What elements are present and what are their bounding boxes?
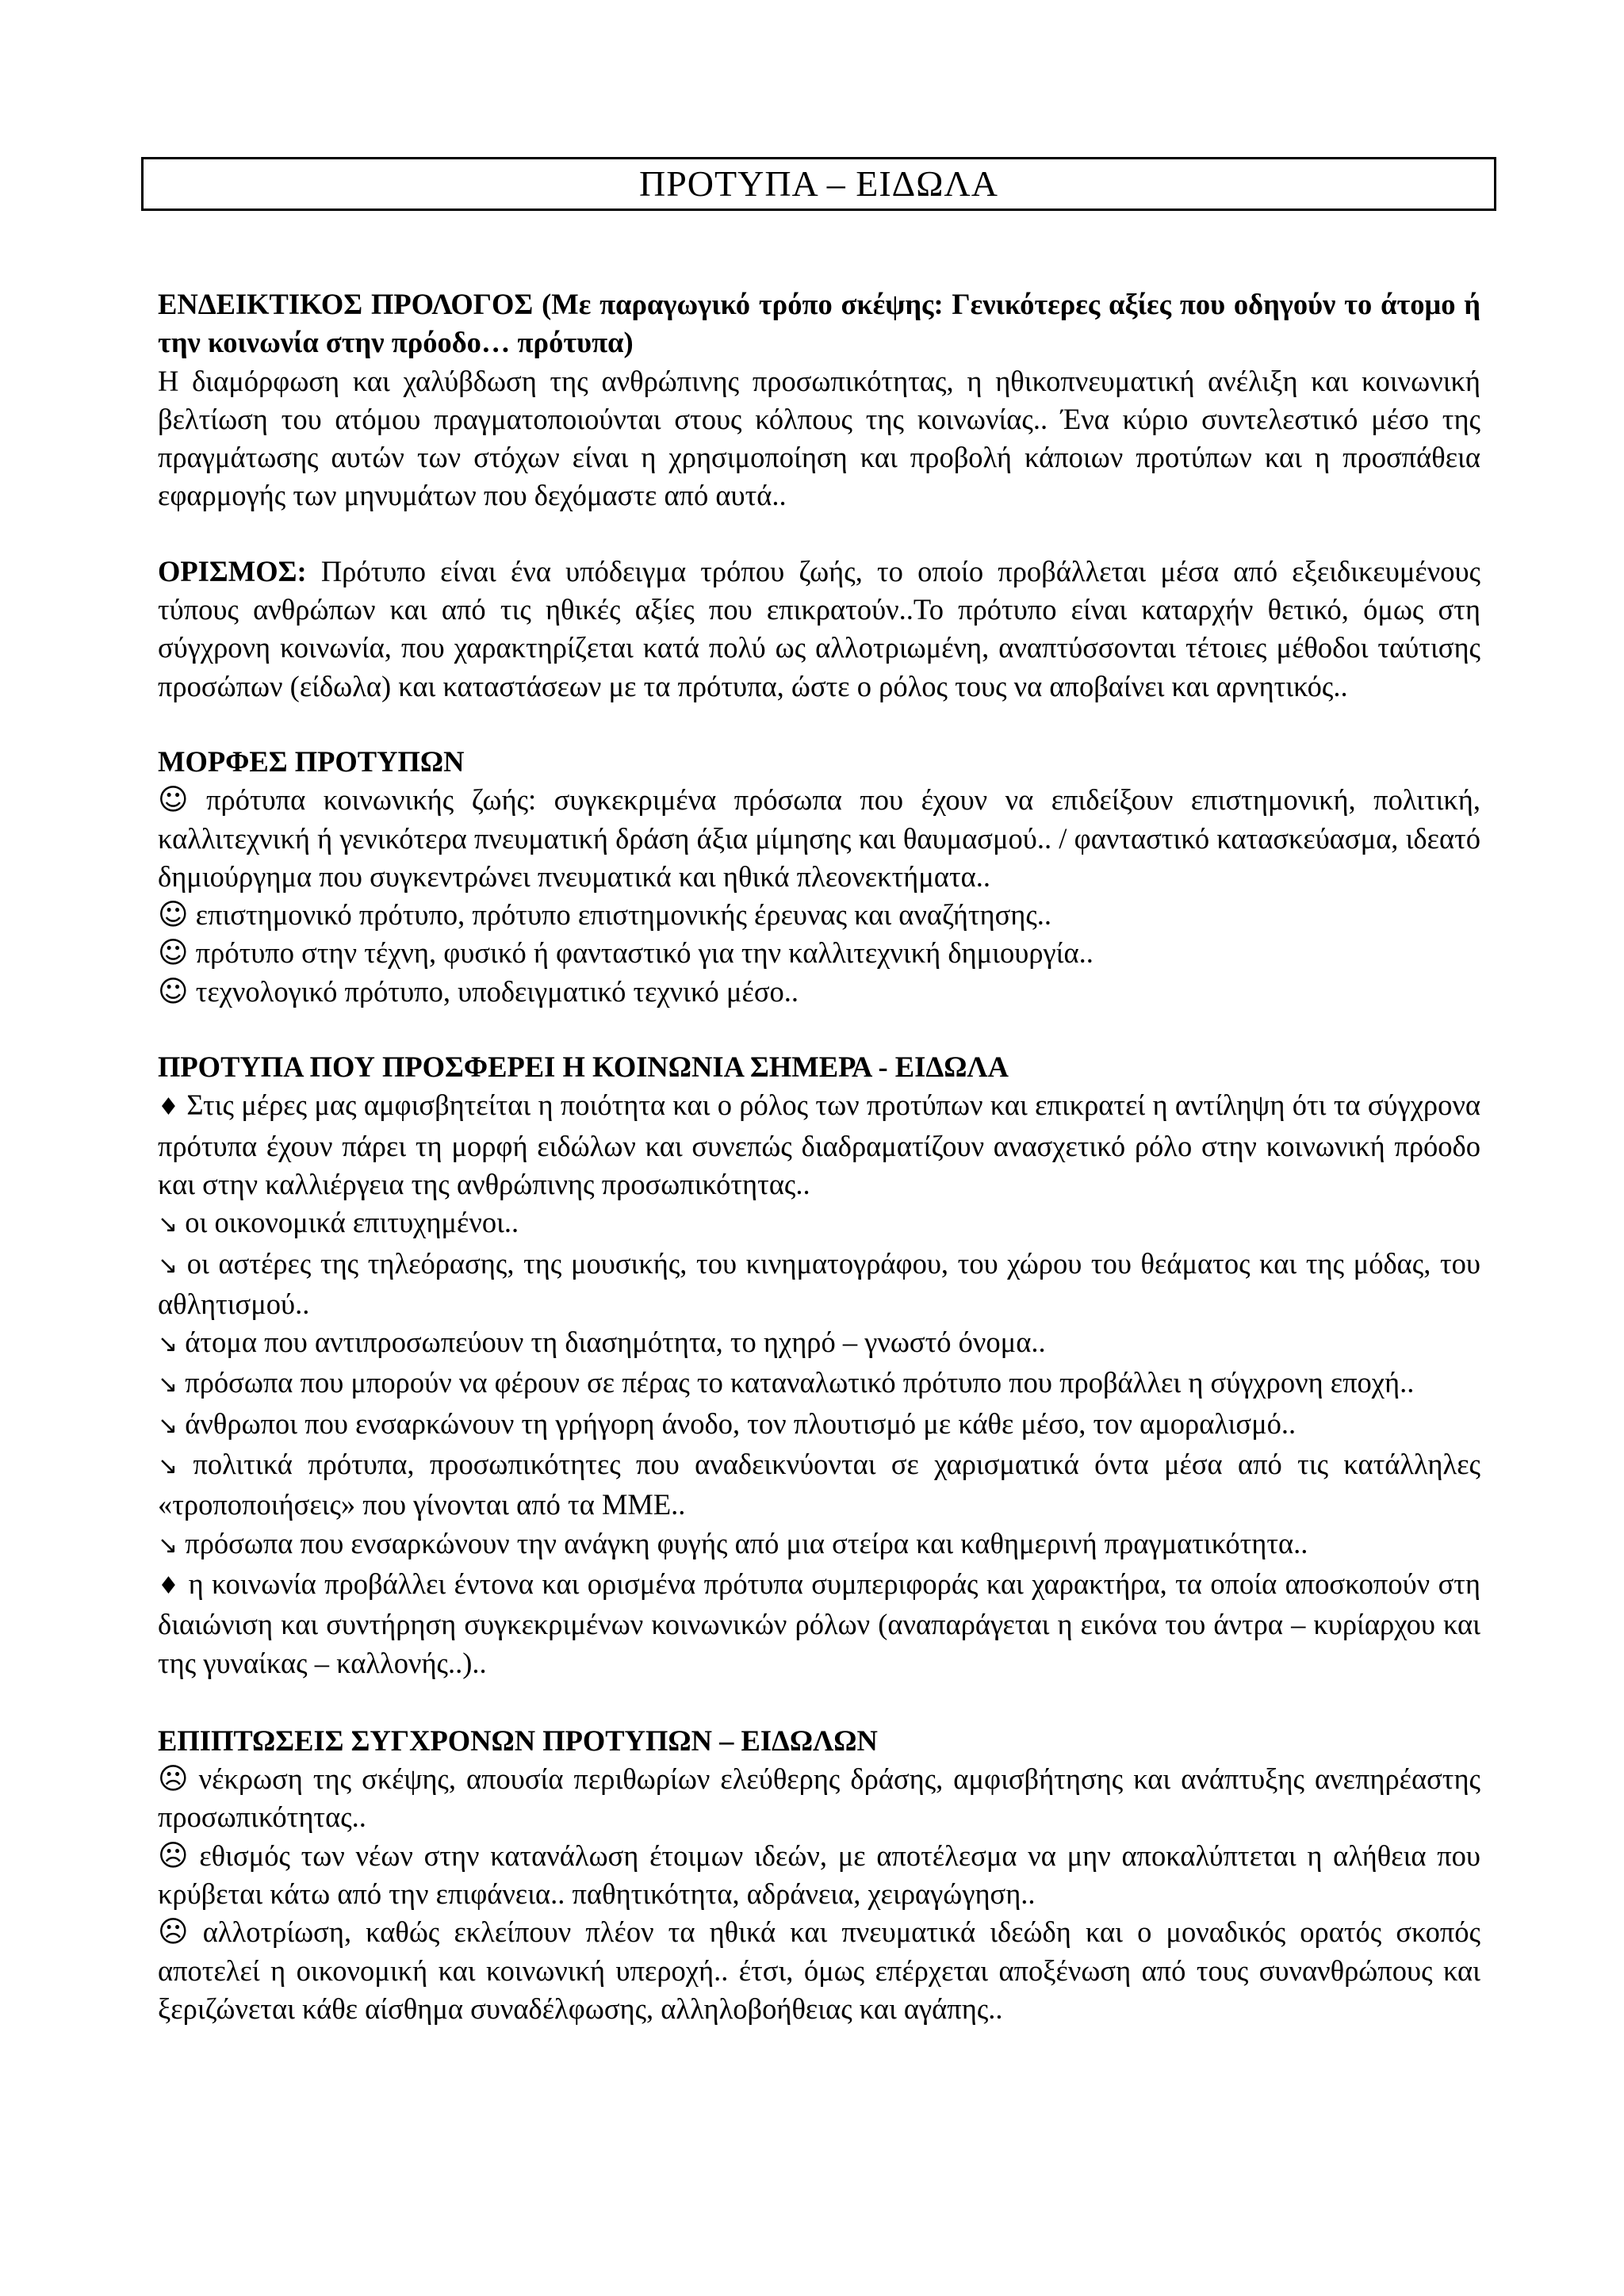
forms-item-text: επιστημονικό πρότυπο, πρότυπο επιστημονικής έρευνας και αναζήτησης.. [195, 898, 1052, 932]
society-item [158, 1245, 1480, 1324]
arrow-bullet-icon: ↘ [158, 1330, 178, 1359]
forms-heading: ΜΟΡΦΕΣ ΠΡΟΤΥΠΩΝ [158, 744, 465, 778]
society-closing [158, 1565, 1480, 1682]
society-lead-text: Στις μέρες μας αμφισβητείται η ποιότητα και ο ρόλος των προτύπων και επικρατεί η αντίληψη ότι τα σύγχρονα πρότυπα έχουν πάρει τη μορφή ειδώλων και συνεπώς διαδραματίζουν ανασχετικό ρόλο στην κοινωνική πρόοδο και στην καλλιέργεια της ανθρώπινης προσωπικότητας.. [158, 1089, 1480, 1200]
effects-item-text: αλλοτρίωση, καθώς εκλείπουν πλέον τα ηθικά και πνευματικά ιδεώδη και ο μοναδικός ορατός σκοπός αποτελεί η οικονομική και κοινωνική υπεροχή.. έτσι, όμως επέρχεται αποξένωση από τους συνανθρώπους και ξεριζώνεται κάθε αίσθημα συναδέλφωσης, αλληλοβοήθειας και αγάπης.. [158, 1915, 1481, 2025]
society-item [158, 1323, 1480, 1364]
frown-icon: ☹ [158, 1762, 189, 1797]
document-body [158, 285, 1480, 2028]
forms-item [158, 973, 1480, 1011]
smiley-icon: ☺ [158, 936, 189, 970]
smiley-icon: ☺ [158, 897, 189, 932]
definition-text: Πρότυπο είναι ένα υπόδειγμα τρόπου ζωής, το οποίο προβάλλεται μέσα από εξειδικευμένους τύπους ανθρώπων και από τις ηθικές αξίες που επικρατούν..Το πρότυπο είναι καταρχήν θετικό, όμως στη σύγχρονη κοινωνία, που χαρακτηρίζεται κατά πολύ ως αλλοτριωμένη, αναπτύσσονται τέτοιες μέθοδοι ταύτισης προσώπων (είδωλα) και καταστάσεων με τα πρότυπα, ώστε ο ρόλος τους να αποβαίνει και αρνητικός.. [158, 554, 1480, 702]
arrow-bullet-icon: ↘ [158, 1251, 178, 1280]
forms-item [158, 781, 1480, 896]
diamond-bullet-icon: ♦ [158, 1571, 181, 1600]
intro-paragraph: Η διαμόρφωση και χαλύβδωση της ανθρώπινης προσωπικότητας, η ηθικοπνευματική ανέλιξη και κοινωνική βελτίωση του ατόμου πραγματοποιούνται στους κόλπους της κοινωνίας.. Ένα κύριο συντελεστικό μέσο της πραγμάτωσης αυτών των στόχων είναι η χρησιμοποίηση και προβολή κάποιων προτύπων και η προσπάθεια εφαρμογής των μηνυμάτων που δεχόμαστε από αυτά.. [158, 364, 1480, 512]
intro-heading [158, 285, 1480, 362]
forms-item-text: πρότυπο στην τέχνη, φυσικό ή φανταστικό για την καλλιτεχνική δημιουργία.. [195, 936, 1094, 970]
effects-item [158, 1760, 1480, 1837]
effects-heading: ΕΠΙΠΤΩΣΕΙΣ ΣΥΓΧΡΟΝΩΝ ΠΡΟΤΥΠΩΝ – ΕΙΔΩΛΩΝ [158, 1724, 878, 1757]
forms-item-text: πρότυπα κοινωνικής ζωής: συγκεκριμένα πρόσωπα που έχουν να επιδείξουν επιστημονική, πολιτική, καλλιτεχνική ή γενικότερα πνευματική δράση άξια μίμησης και θαυμασμού.. / φανταστικό κατασκεύασμα, ιδεατό δημιούργημα που συγκεντρώνει πνευματικά και ηθικά πλεονεκτήματα.. [158, 783, 1481, 893]
society-item [158, 1525, 1480, 1565]
society-item [158, 1445, 1480, 1525]
effects-item-text: εθισμός των νέων στην κατανάλωση έτοιμων ιδεών, με αποτέλεσμα να μην αποκαλύπτεται η αλήθεια που κρύβεται κάτω από την επιφάνεια.. παθητικότητα, αδράνεια, χειραγώγηση.. [158, 1839, 1480, 1910]
forms-item-text: τεχνολογικό πρότυπο, υποδειγματικό τεχνικό μέσο.. [195, 974, 799, 1008]
frown-icon: ☹ [158, 1915, 189, 1950]
society-item [158, 1203, 1480, 1244]
society-item-text: οι αστέρες της τηλεόρασης, της μουσικής, του κινηματογράφου, του χώρου του θεάματος και της μόδας, του αθλητισμού.. [158, 1246, 1481, 1320]
smiley-icon: ☺ [158, 974, 189, 1008]
society-item [158, 1405, 1480, 1445]
definition-paragraph [158, 553, 1480, 706]
society-closing-text: η κοινωνία προβάλλει έντονα και ορισμένα πρότυπα συμπεριφοράς και χαρακτήρα, τα οποία αποσκοπούν στη διαιώνιση και συντήρηση συγκεκριμένων κοινωνικών ρόλων (αναπαράγεται η εικόνα του άντρα – κυρίαρχου και της γυναίκας – καλλονής..).. [158, 1567, 1480, 1679]
spacer [158, 706, 1480, 743]
society-item-text: άνθρωποι που ενσαρκώνουν τη γρήγορη άνοδο, τον πλουτισμό με κάθε μέσο, τον αμοραλισμό.. [185, 1406, 1297, 1440]
frown-icon: ☹ [158, 1838, 189, 1873]
spacer [158, 1682, 1480, 1722]
effects-item-text: νέκρωση της σκέψης, απουσία περιθωρίων ελεύθερης δράσης, αμφισβήτησης και ανάπτυξης ανεπηρέαστης προσωπικότητας.. [158, 1762, 1481, 1834]
forms-item [158, 934, 1480, 972]
arrow-bullet-icon: ↘ [158, 1411, 178, 1440]
definition-label: ΟΡΙΣΜΟΣ: [158, 554, 307, 587]
intro-heading-note: (Με παραγωγικό τρόπο σκέψης: Γενικότερες αξίες που οδηγούν το άτομο ή την κοινωνία στην πρόοδο… πρότυπα) [158, 288, 1481, 359]
effects-item [158, 1913, 1480, 2028]
arrow-bullet-icon: ↘ [158, 1531, 178, 1559]
page-title: ΠΡΟΤΥΠΑ – ΕΙΔΩΛΑ [639, 163, 998, 204]
diamond-bullet-icon: ♦ [158, 1093, 180, 1122]
forms-item [158, 896, 1480, 934]
arrow-bullet-icon: ↘ [158, 1371, 178, 1399]
effects-item [158, 1837, 1480, 1914]
spacer [158, 1011, 1480, 1048]
title-box [141, 157, 1496, 211]
society-item-text: πρόσωπα που ενσαρκώνουν την ανάγκη φυγής από μια στείρα και καθημερινή πραγματικότητα.. [185, 1526, 1308, 1559]
arrow-bullet-icon: ↘ [158, 1452, 178, 1481]
society-heading: ΠΡΟΤΥΠΑ ΠΟΥ ΠΡΟΣΦΕΡΕΙ Η ΚΟΙΝΩΝΙΑ ΣΗΜΕΡΑ - ΕΙΔΩΛΑ [158, 1050, 1009, 1084]
society-item-text: πολιτικά πρότυπα, προσωπικότητες που αναδεικνύονται σε χαρισματικά όντα μέσα από τις κατάλληλες «τροποποιήσεις» που γίνονται από τα ΜΜΕ.. [158, 1448, 1481, 1521]
arrow-bullet-icon: ↘ [158, 1211, 178, 1239]
spacer [158, 515, 1480, 553]
society-lead [158, 1086, 1480, 1203]
society-item-text: άτομα που αντιπροσωπεύουν τη διασημότητα, το ηχηρό – γνωστό όνομα.. [185, 1326, 1046, 1359]
intro-heading-label: ΕΝΔΕΙΚΤΙΚΟΣ ΠΡΟΛΟΓΟΣ [158, 288, 534, 320]
society-item-text: πρόσωπα που μπορούν να φέρουν σε πέρας το καταναλωτικό πρότυπο που προβάλλει η σύγχρονη εποχή.. [185, 1366, 1415, 1399]
society-item [158, 1364, 1480, 1404]
society-item-text: οι οικονομικά επιτυχημένοι.. [185, 1206, 519, 1239]
smiley-icon: ☺ [158, 783, 189, 817]
